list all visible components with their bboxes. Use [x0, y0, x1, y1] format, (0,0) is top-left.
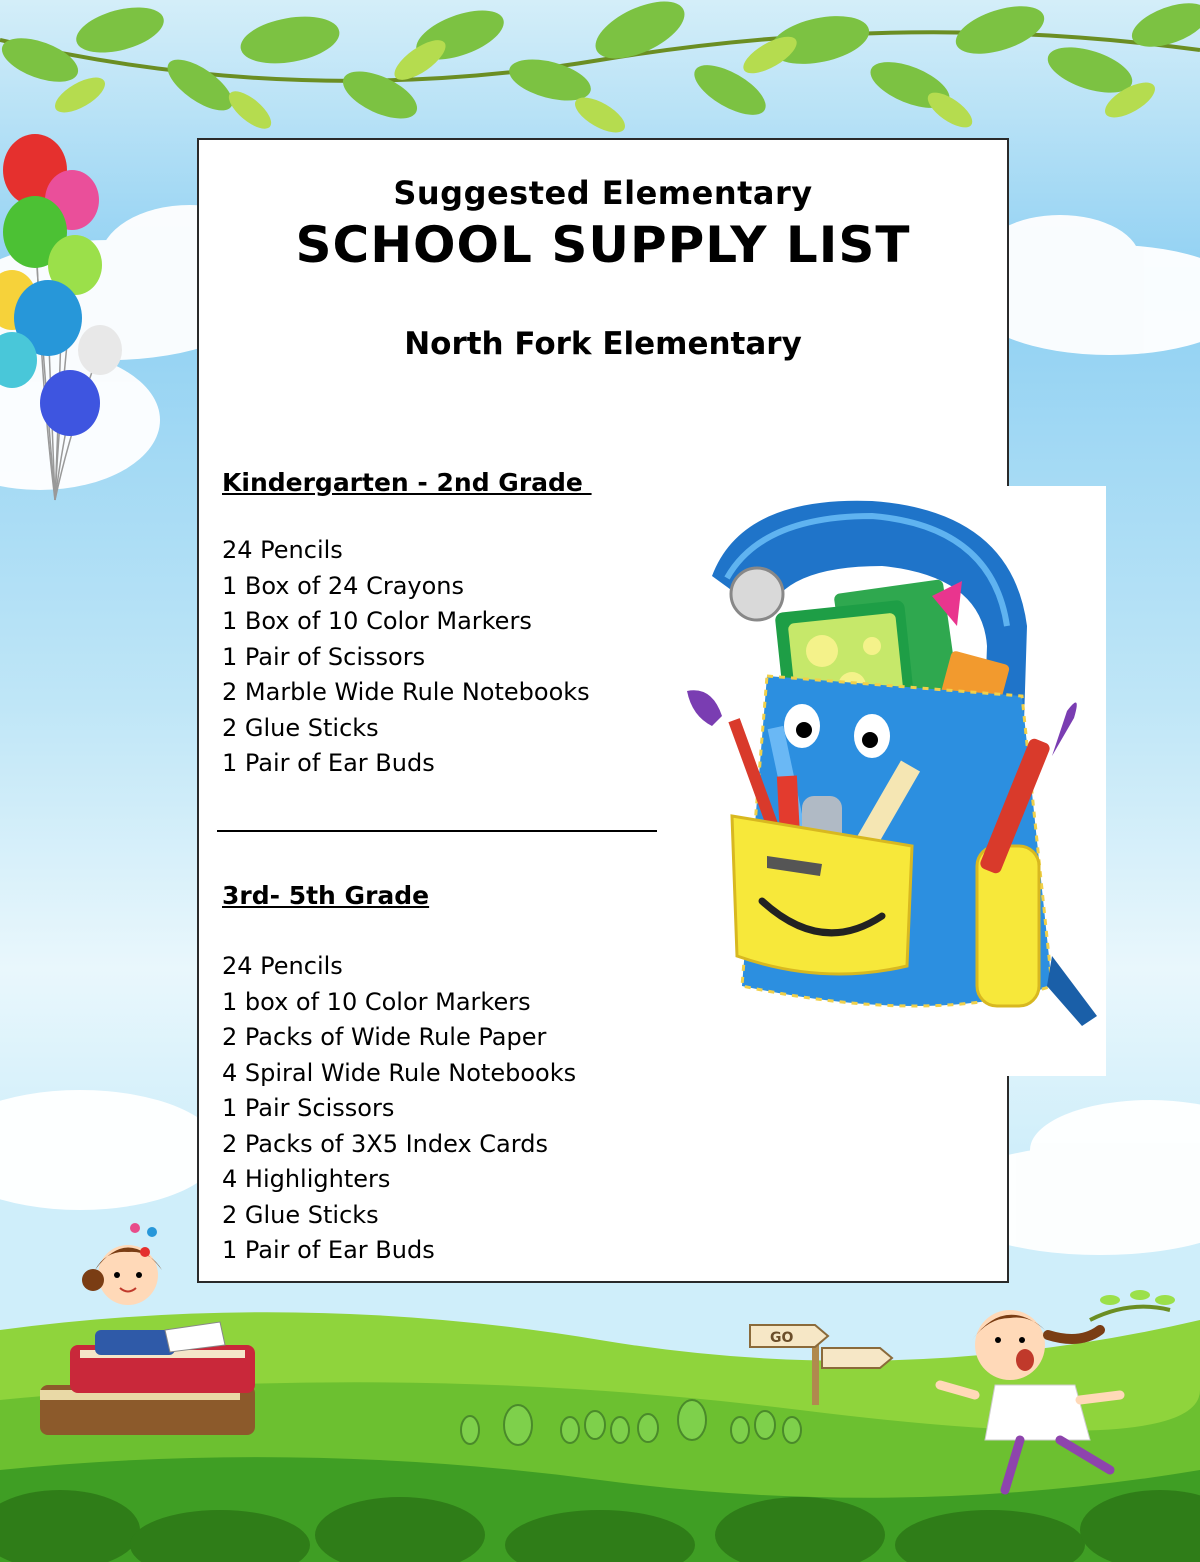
- subtitle: Suggested Elementary: [393, 174, 813, 212]
- school-name: North Fork Elementary: [404, 326, 802, 362]
- backpack-icon: [682, 486, 1106, 1076]
- section-divider: [217, 830, 657, 832]
- section-heading-k2: Kindergarten - 2nd Grade: [222, 468, 592, 497]
- list-item: 1 Box of 24 Crayons: [222, 571, 465, 600]
- page-title: SCHOOL SUPPLY LIST: [295, 216, 911, 274]
- list-item: 2 Glue Sticks: [222, 713, 379, 742]
- list-item: 2 Glue Sticks: [222, 1200, 379, 1229]
- backpack-illustration: [682, 486, 1106, 1076]
- supply-list-3-5: [222, 949, 576, 1269]
- list-item: 1 Pair of Ear Buds: [222, 749, 435, 777]
- list-item: 24 Pencils: [222, 536, 343, 564]
- list-item: 24 Pencils: [222, 952, 343, 980]
- leaves-garland: [0, 0, 1200, 139]
- list-item: 1 Pair Scissors: [222, 1094, 395, 1122]
- list-item: 2 Packs of 3X5 Index Cards: [222, 1129, 548, 1158]
- signpost-label: GO: [770, 1330, 794, 1346]
- list-item: 2 Packs of Wide Rule Paper: [222, 1023, 547, 1051]
- list-item: 2 Marble Wide Rule Notebooks: [222, 678, 590, 706]
- supply-list-k2: [222, 533, 590, 782]
- list-item: 1 Pair of Ear Buds: [222, 1236, 435, 1264]
- list-item: 1 box of 10 Color Markers: [222, 987, 531, 1016]
- list-item: 1 Pair of Scissors: [222, 642, 426, 671]
- list-item: 4 Highlighters: [222, 1165, 391, 1193]
- list-item: 4 Spiral Wide Rule Notebooks: [222, 1058, 577, 1087]
- section-heading-3-5: 3rd- 5th Grade: [222, 881, 430, 910]
- list-item: 1 Box of 10 Color Markers: [222, 607, 532, 635]
